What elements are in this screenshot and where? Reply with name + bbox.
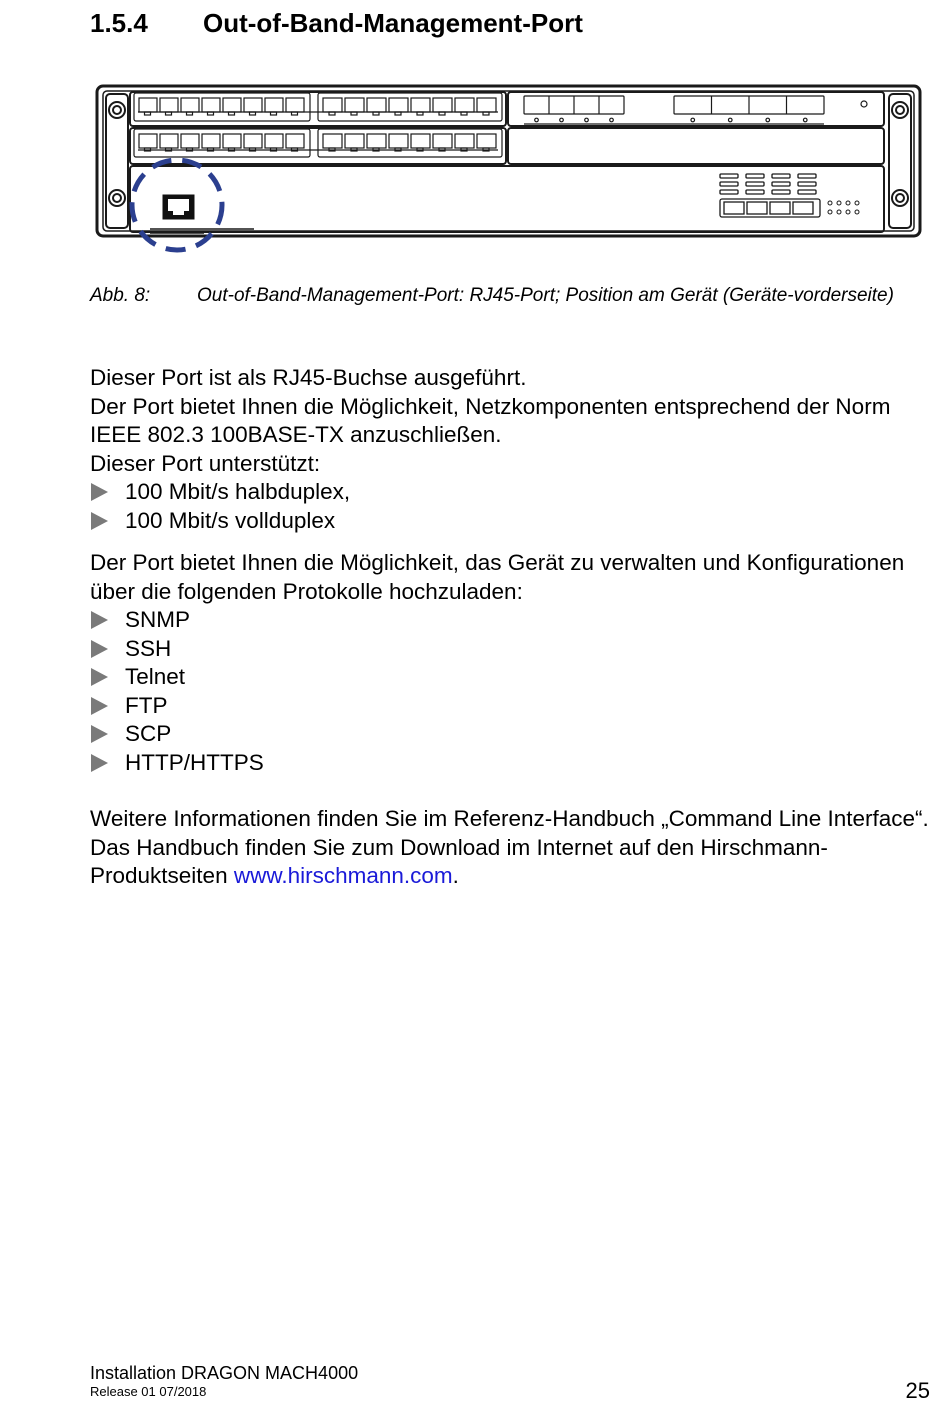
rj45-port bbox=[455, 134, 474, 148]
rj45-port bbox=[223, 98, 241, 112]
right-ear-screw-bottom bbox=[892, 190, 908, 206]
management-sfp-ports bbox=[720, 199, 820, 217]
section-heading bbox=[90, 8, 583, 39]
device-front-figure bbox=[94, 84, 924, 254]
bullet-triangle-icon bbox=[91, 668, 108, 686]
rj45-port bbox=[367, 134, 386, 148]
body-text bbox=[90, 364, 940, 891]
rj45-port bbox=[286, 134, 304, 148]
rj45-port bbox=[139, 98, 157, 112]
bullet-triangle-icon bbox=[91, 725, 108, 743]
rj45-port bbox=[455, 98, 474, 112]
caption-label: Abb. 8: bbox=[90, 285, 151, 306]
paragraph: Der Port bietet Ihnen die Möglichkeit, das Gerät zu verwalten und Konfigurationen über die folgenden Protokolle hochzuladen: bbox=[90, 550, 905, 604]
bullet-triangle-icon bbox=[91, 697, 108, 715]
list-item: HTTP/HTTPS bbox=[90, 749, 940, 778]
slot-2-right bbox=[508, 128, 884, 164]
page-number: 25 bbox=[905, 1378, 930, 1403]
rj45-port bbox=[433, 134, 452, 148]
footer bbox=[90, 1362, 358, 1400]
list-item: 100 Mbit/s halbduplex, bbox=[90, 478, 940, 507]
rj45-port bbox=[244, 98, 262, 112]
oob-management-port-icon bbox=[163, 195, 194, 219]
sfp-led bbox=[766, 118, 770, 122]
rj45-port bbox=[345, 98, 364, 112]
footer-release: Release 01 07/2018 bbox=[90, 1384, 207, 1399]
section-title: Out-of-Band-Management-Port bbox=[203, 8, 583, 38]
caption-text: Out-of-Band-Management-Port: RJ45-Port; Position am Gerät (Geräte-vorderseite) bbox=[197, 285, 894, 306]
rj45-port bbox=[265, 134, 283, 148]
sfp-led bbox=[610, 118, 614, 122]
section-number: 1.5.4 bbox=[90, 8, 148, 38]
rj45-port bbox=[411, 98, 430, 112]
rj45-port bbox=[181, 134, 199, 148]
rj45-port bbox=[160, 134, 178, 148]
hirschmann-link[interactable]: www.hirschmann.com bbox=[233, 863, 453, 888]
rj45-port bbox=[411, 134, 430, 148]
rj45-port bbox=[323, 134, 342, 148]
rj45-port bbox=[265, 98, 283, 112]
paragraph-line: Der Port bietet Ihnen die Möglichkeit, Netzkomponenten entsprechend der Norm IEEE 802.3 100BASE-TX anzuschließen. bbox=[90, 393, 891, 447]
bullet-triangle-icon bbox=[91, 512, 108, 530]
list-item: SSH bbox=[90, 635, 940, 664]
bullet-triangle-icon bbox=[91, 754, 108, 772]
list-item: SCP bbox=[90, 720, 940, 749]
rj45-port bbox=[433, 98, 452, 112]
rj45-port bbox=[139, 134, 157, 148]
rj45-port bbox=[223, 134, 241, 148]
right-ear-screw-top bbox=[892, 102, 908, 118]
footer-title: Installation DRAGON MACH4000 bbox=[90, 1363, 359, 1383]
bullet-triangle-icon bbox=[91, 483, 108, 501]
module-screw bbox=[861, 101, 867, 107]
paragraph-line: Dieser Port unterstützt: bbox=[90, 450, 321, 476]
paragraph-line: Dieser Port ist als RJ45-Buchse ausgeführt. bbox=[90, 365, 527, 390]
list-item: 100 Mbit/s vollduplex bbox=[90, 507, 940, 536]
sfp-led bbox=[691, 118, 695, 122]
paragraph: Weitere Informationen finden Sie im Referenz-Handbuch „Command Line Interface“. bbox=[90, 806, 929, 831]
rj45-port bbox=[345, 134, 364, 148]
list-item: SNMP bbox=[90, 606, 940, 635]
rj45-port bbox=[389, 98, 408, 112]
rj45-port bbox=[389, 134, 408, 148]
sfp-led bbox=[728, 118, 732, 122]
slot-1-right bbox=[508, 92, 884, 126]
rj45-port bbox=[323, 98, 342, 112]
left-ear-screw-bottom bbox=[109, 190, 125, 206]
list-item: Telnet bbox=[90, 663, 940, 692]
rj45-port bbox=[477, 98, 496, 112]
rj45-port bbox=[244, 134, 262, 148]
rj45-port bbox=[477, 134, 496, 148]
sfp-led bbox=[803, 118, 807, 122]
sfp-led bbox=[535, 118, 539, 122]
rj45-port bbox=[367, 98, 386, 112]
indicator-dots bbox=[828, 201, 859, 214]
rj45-port bbox=[160, 98, 178, 112]
bullet-triangle-icon bbox=[91, 611, 108, 629]
rj45-port bbox=[202, 134, 220, 148]
rj45-port bbox=[286, 98, 304, 112]
sfp-port-row bbox=[524, 96, 867, 124]
rj45-port bbox=[202, 98, 220, 112]
list-item: FTP bbox=[90, 692, 940, 721]
bullet-triangle-icon bbox=[91, 640, 108, 658]
led-panel bbox=[720, 174, 816, 194]
sfp-led bbox=[560, 118, 564, 122]
sfp-led bbox=[585, 118, 589, 122]
rj45-port bbox=[181, 98, 199, 112]
paragraph: Das Handbuch finden Sie zum Download im Internet auf den Hirschmann-Produktseiten www.hirschmann.com. bbox=[90, 834, 828, 888]
left-ear-screw-top bbox=[109, 102, 125, 118]
